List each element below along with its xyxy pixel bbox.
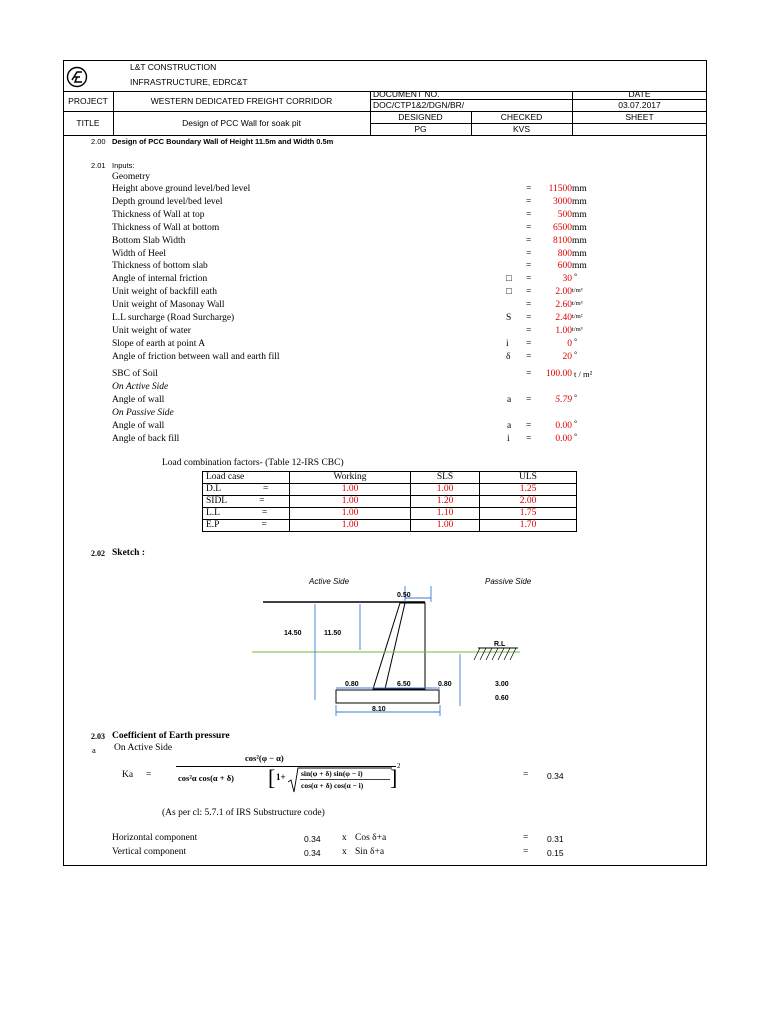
load-case-eq: = — [263, 484, 269, 494]
section-200-title: Design of PCC Boundary Wall of Height 11.5m and Width 0.5m — [112, 137, 334, 146]
input-symbol: □ — [506, 274, 512, 285]
input-eq: = — [526, 300, 532, 311]
load-case-name: D.L — [206, 484, 222, 494]
section-201-num: 2.01 — [91, 161, 106, 170]
input-label: L.L surcharge (Road Surcharge) — [112, 313, 235, 323]
ka-one-plus: 1+ — [276, 772, 286, 782]
input-unit: mm — [572, 235, 587, 246]
date-label: DATE — [628, 89, 651, 99]
uls-factor-cell: 1.25 — [480, 484, 577, 496]
input-eq: = — [526, 209, 532, 220]
rl-hatch — [474, 648, 516, 660]
label-rl: R.L — [494, 641, 506, 648]
input-eq: = — [526, 325, 532, 336]
passive-side-heading: On Passive Side — [112, 408, 174, 418]
input-eq: = — [526, 351, 532, 362]
input-unit: t/m³ — [572, 300, 583, 308]
table-header-cell: Working — [290, 472, 411, 484]
input-eq: = — [526, 248, 532, 259]
input-eq: = — [526, 313, 532, 323]
table-header-cell: ULS — [480, 472, 577, 484]
sls-factor-cell: 1.00 — [411, 484, 480, 496]
sls-factor-cell: 1.20 — [411, 496, 480, 508]
input-symbol: δ — [506, 351, 511, 362]
component-op: x — [342, 847, 347, 857]
passive-eq: = — [526, 421, 532, 431]
active-side-heading: On Active Side — [112, 382, 169, 392]
working-factor-cell: 1.00 — [290, 496, 411, 508]
company-line2: INFRASTRUCTURE, EDRC&T — [130, 77, 248, 87]
input-label: Angle of friction between wall and earth fill — [112, 351, 280, 362]
load-case-eq: = — [259, 496, 265, 506]
active-wall-value: 5.79 — [555, 395, 572, 405]
dim-toe: 0.80 — [438, 681, 452, 688]
wall-face-line — [385, 603, 405, 689]
title-label: TITLE — [76, 118, 100, 128]
sub-a-num: a — [92, 745, 96, 755]
date-value: 03.07.2017 — [618, 100, 661, 110]
component-value: 0.34 — [304, 834, 321, 844]
sls-factor-cell: 1.10 — [411, 508, 480, 520]
input-value: 11500 — [548, 184, 572, 194]
input-value: 0 — [567, 338, 572, 349]
input-label: Unit weight of water — [112, 325, 191, 336]
sub-a-title: On Active Side — [114, 743, 173, 753]
ka-bracket-exponent: 2 — [397, 762, 401, 770]
input-unit: ° — [574, 349, 578, 359]
component-factor: Sin δ+a — [355, 847, 385, 857]
ka-eq: = — [146, 770, 152, 780]
input-value: 6500 — [553, 222, 572, 233]
input-unit: t/m³ — [572, 287, 583, 295]
section-201-title: Inputs: — [112, 161, 135, 170]
load-case-eq: = — [261, 520, 267, 530]
passive-unit: ° — [574, 432, 578, 441]
designed-label: DESIGNED — [398, 112, 443, 122]
active-wall-unit: ° — [574, 393, 578, 402]
passive-unit: ° — [574, 419, 578, 428]
checked-label: CHECKED — [500, 112, 543, 122]
dim-base-wall: 6.50 — [397, 681, 411, 688]
input-value: 30 — [562, 274, 572, 285]
input-value: 3000 — [553, 196, 572, 207]
input-label: Width of Heel — [112, 248, 166, 259]
component-value: 0.34 — [304, 848, 321, 858]
ka-label: Ka — [122, 770, 134, 780]
input-eq: = — [526, 261, 532, 272]
input-unit: t/m³ — [572, 325, 583, 333]
component-factor: Cos δ+a — [355, 833, 387, 843]
input-unit: mm — [572, 261, 587, 272]
component-eq: = — [523, 833, 529, 843]
input-unit: ° — [574, 336, 578, 346]
input-unit: t/m² — [572, 313, 583, 320]
input-label: Angle of internal friction — [112, 274, 208, 285]
dim-heel: 0.80 — [345, 681, 359, 688]
section-200-num: 2.00 — [91, 137, 106, 146]
passive-symbol: i — [507, 434, 510, 444]
input-unit: mm — [572, 209, 587, 220]
working-factor-cell: 1.00 — [290, 484, 411, 496]
ka-result-eq: = — [523, 770, 529, 780]
input-value: 2.60 — [555, 300, 572, 311]
input-label: Thickness of Wall at bottom — [112, 222, 220, 233]
dim-depth: 3.00 — [495, 681, 509, 688]
input-value: 2.00 — [555, 287, 572, 298]
sbc-label: SBC of Soil — [112, 369, 158, 379]
input-eq: = — [526, 338, 532, 349]
input-label: Height above ground level/bed level — [112, 184, 251, 194]
load-case-name: E.P — [206, 520, 220, 530]
input-eq: = — [526, 287, 532, 298]
input-unit: mm — [572, 196, 587, 207]
active-wall-eq: = — [526, 395, 532, 405]
passive-eq: = — [526, 434, 532, 444]
base-slab — [336, 690, 439, 703]
passive-symbol: a — [507, 421, 512, 431]
table-header-cell: Load case — [203, 472, 290, 484]
uls-factor-cell: 1.70 — [480, 520, 577, 532]
section-203-num: 2.03 — [91, 732, 105, 741]
input-eq: = — [526, 222, 532, 233]
input-unit: mm — [572, 222, 587, 233]
input-label: Unit weight of backfill eath — [112, 287, 217, 298]
ka-denominator: cos²α cos(α + δ) — [178, 773, 234, 783]
ka-bracket-right: ] — [390, 765, 398, 790]
project-label: PROJECT — [68, 96, 108, 106]
table-header-cell: SLS — [411, 472, 480, 484]
passive-value: 0.00 — [555, 421, 572, 431]
document-no-value: DOC/CTP1&2/DGN/BR/ — [373, 100, 465, 110]
working-factor-cell: 1.00 — [290, 508, 411, 520]
checked-value: KVS — [512, 124, 530, 134]
active-wall-sym: a — [507, 395, 512, 405]
section-202-num: 2.02 — [91, 549, 105, 558]
input-label: Thickness of Wall at top — [112, 209, 205, 220]
dim-wall-height: 11.50 — [324, 630, 342, 637]
ka-result: 0.34 — [547, 771, 564, 781]
input-value: 500 — [557, 209, 572, 220]
uls-factor-cell: 2.00 — [480, 496, 577, 508]
sbc-value: 100.00 — [545, 369, 572, 379]
sls-factor-cell: 1.00 — [411, 520, 480, 532]
passive-label: Angle of back fill — [112, 434, 180, 444]
load-case-name: L.L — [206, 508, 220, 518]
input-value: 1.00 — [555, 325, 572, 336]
input-eq: = — [526, 235, 532, 246]
dim-slab: 0.60 — [495, 695, 509, 702]
sketch-passive-side: Passive Side — [485, 577, 532, 586]
dimension-arrows — [315, 586, 460, 716]
ka-numerator: cos²(φ − α) — [245, 753, 284, 763]
input-label: Unit weight of Masonay Wall — [112, 300, 225, 311]
ka-reference: (As per cl: 5.7.1 of IRS Substructure code) — [162, 808, 325, 818]
load-case-eq: = — [261, 508, 268, 518]
sbc-unit: t / m² — [574, 369, 593, 379]
input-value: 2.40 — [555, 313, 572, 323]
input-unit: ° — [574, 272, 578, 282]
ka-bracket-left: [ — [268, 765, 276, 790]
passive-label: Angle of wall — [112, 421, 165, 431]
input-value: 600 — [557, 261, 572, 272]
geometry-heading: Geometry — [112, 172, 150, 182]
input-label: Thickness of bottom slab — [112, 261, 208, 272]
active-wall-label: Angle of wall — [112, 395, 165, 405]
input-unit: mm — [572, 248, 587, 259]
input-value: 20 — [562, 351, 572, 362]
sketch-active-side: Active Side — [309, 577, 350, 586]
wall-outline — [373, 603, 425, 689]
sbc-eq: = — [526, 369, 532, 379]
section-203-title: Coefficient of Earth pressure — [112, 731, 230, 741]
input-label: Slope of earth at point A — [112, 338, 206, 349]
load-table-caption: Load combination factors- (Table 12-IRS CBC) — [162, 458, 344, 468]
dim-slab-width: 8.10 — [372, 706, 386, 713]
uls-factor-cell: 1.75 — [480, 508, 577, 520]
passive-value: 0.00 — [555, 434, 572, 444]
designed-value: PG — [414, 124, 427, 134]
component-result: 0.15 — [547, 848, 564, 858]
input-unit: mm — [572, 184, 587, 194]
title-value: Design of PCC Wall for soak pit — [182, 118, 301, 128]
ka-bracket-num: sin(φ + δ) sin(φ − i) — [301, 769, 363, 778]
ka-bracket-den: cos(α + δ) cos(α − i) — [301, 781, 364, 790]
company-line1: L&T CONSTRUCTION — [130, 62, 217, 72]
component-label: Vertical component — [112, 847, 187, 857]
component-op: x — [342, 833, 347, 843]
document-no-label: DOCUMENT NO. — [373, 89, 440, 99]
load-case-name: SIDL — [206, 496, 228, 506]
input-value: 8100 — [553, 235, 572, 246]
input-symbol: □ — [506, 287, 512, 298]
input-symbol: S — [506, 313, 512, 323]
input-label: Depth ground level/bed level — [112, 196, 223, 207]
input-symbol: i — [506, 338, 509, 349]
input-eq: = — [526, 274, 532, 285]
working-factor-cell: 1.00 — [290, 520, 411, 532]
project-value: WESTERN DEDICATED FREIGHT CORRIDOR — [150, 96, 333, 106]
sheet-label: SHEET — [625, 112, 654, 122]
component-label: Horizontal component — [112, 833, 198, 843]
component-eq: = — [523, 847, 529, 857]
input-value: 800 — [557, 248, 572, 259]
section-202-title: Sketch : — [112, 548, 145, 558]
input-eq: = — [526, 184, 532, 194]
input-eq: = — [526, 196, 532, 207]
dim-top-width: 0.50 — [397, 592, 411, 599]
input-label: Bottom Slab Width — [112, 235, 186, 246]
dim-total-height: 14.50 — [284, 630, 302, 637]
component-result: 0.31 — [547, 834, 564, 844]
